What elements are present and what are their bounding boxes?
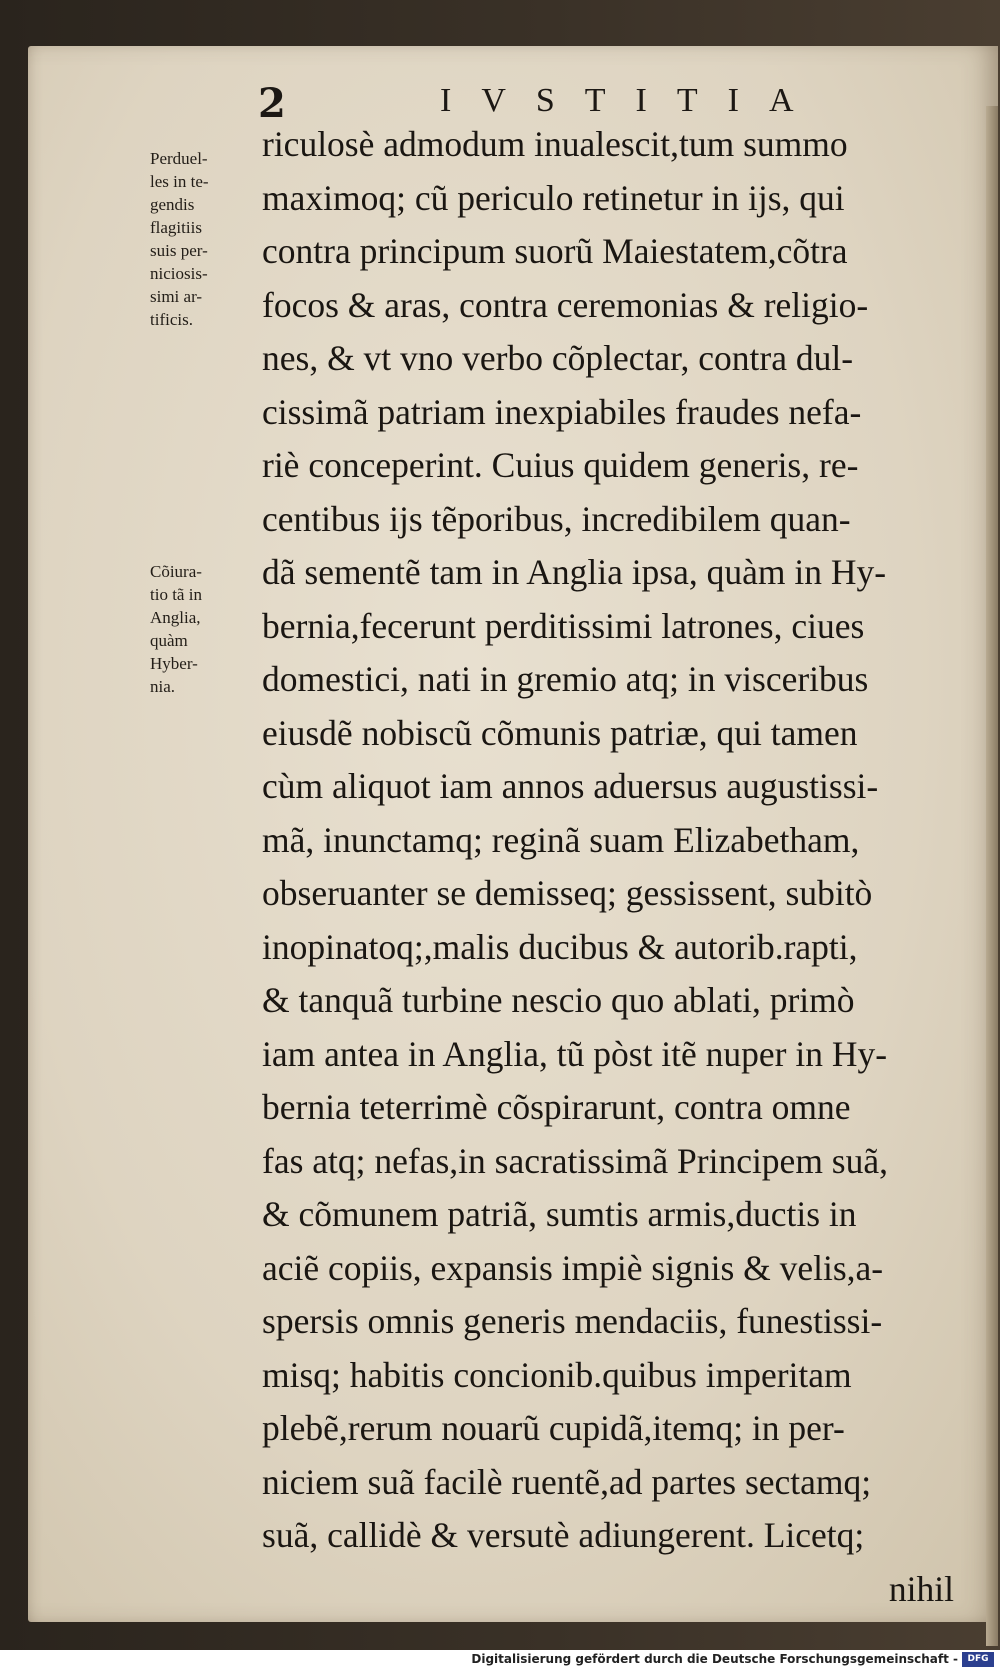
text-line: & cõmunem patriã, sumtis armis,ductis in xyxy=(262,1194,857,1234)
text-line: spersis omnis generis mendaciis, funestissi- xyxy=(262,1301,883,1341)
margin-note-line: tificis. xyxy=(150,310,193,329)
text-line: bernia,fecerunt perditissimi latrones, ciues xyxy=(262,605,865,646)
page-edge xyxy=(986,106,998,1646)
running-head: IVSTITIA xyxy=(440,82,824,119)
text-line: fas atq; nefas,in sacratissimã Principem suã, xyxy=(262,1140,888,1181)
text-line: riè conceperint. Cuius quidem generis, re- xyxy=(262,445,859,485)
margin-note-line: Cõiura- xyxy=(150,562,202,581)
text-line: contra principum suorũ Maiestatem,cõtra xyxy=(262,231,848,271)
margin-note-line: les in te- xyxy=(150,172,209,191)
margin-note-2 xyxy=(150,560,260,698)
margin-note-line: tio tã in xyxy=(150,585,202,604)
text-line: niciem suã facilè ruentẽ,ad partes sectamq; xyxy=(262,1461,872,1502)
margin-note-line: gendis xyxy=(150,195,195,214)
margin-note-line: Perduel- xyxy=(150,149,208,168)
text-line: & tanquã turbine nescio quo ablati, primò xyxy=(262,980,855,1020)
text-line: cùm aliquot iam annos aduersus augustissi- xyxy=(262,766,879,806)
margin-note-line: simi ar- xyxy=(150,287,203,306)
text-line: obseruanter se demisseq; gessissent, subitò xyxy=(262,873,873,913)
margin-note-line: flagitiis xyxy=(150,218,202,237)
margin-note-line: Anglia, xyxy=(150,608,201,627)
text-line: domestici, nati in gremio atq; in visceribus xyxy=(262,659,869,699)
text-line: focos & aras, contra ceremonias & religio- xyxy=(262,284,869,325)
text-line: inopinatoq;,malis ducibus & autorib.rapti, xyxy=(262,926,858,967)
text-line: aciẽ copiis, expansis impiè signis & velis,a- xyxy=(262,1247,884,1288)
catchword: nihil xyxy=(888,1568,954,1609)
text-line: cissimã patriam inexpiabiles fraudes nefa- xyxy=(262,391,862,432)
margin-note-line: Hyber- xyxy=(150,654,198,673)
margin-note-line: niciosis- xyxy=(150,264,208,283)
page-number: 2 xyxy=(258,80,286,127)
text-line: dã sementẽ tam in Anglia ipsa, quàm in Hy- xyxy=(262,552,887,592)
text-line: iam antea in Anglia, tũ pòst itẽ nuper in Hy- xyxy=(262,1033,888,1074)
main-text-block xyxy=(262,118,962,1616)
margin-note-line: nia. xyxy=(150,677,176,696)
text-line: nes, & vt vno verbo cõplectar, contra dul- xyxy=(262,338,854,378)
text-line: plebẽ,rerum nouarũ cupidã,itemq; in per- xyxy=(262,1408,845,1448)
digitization-credit: Digitalisierung gefördert durch die Deutsche Forschungsgemeinschaft - xyxy=(471,1652,958,1666)
text-line: bernia teterrimè cõspirarunt, contra omne xyxy=(262,1087,851,1127)
text-line: suã, callidè & versutè adiungerent. Licetq; xyxy=(262,1515,865,1555)
margin-note-line: suis per- xyxy=(150,241,208,260)
margin-note-1 xyxy=(150,147,260,331)
text-line: misq; habitis concionib.quibus imperitam xyxy=(262,1354,852,1395)
text-line: maximoq; cũ periculo retinetur in ijs, qui xyxy=(262,177,845,218)
margin-note-line: quàm xyxy=(150,631,188,650)
text-line: mã, inunctamq; reginã suam Elizabetham, xyxy=(262,819,860,860)
text-line: centibus ijs tẽporibus, incredibilem quan- xyxy=(262,498,851,539)
text-line: eiusdẽ nobiscũ cõmunis patriæ, qui tamen xyxy=(262,712,858,753)
text-line: riculosè admodum inualescit,tum summo xyxy=(262,124,848,164)
dfg-logo-icon: DFG xyxy=(962,1652,994,1667)
